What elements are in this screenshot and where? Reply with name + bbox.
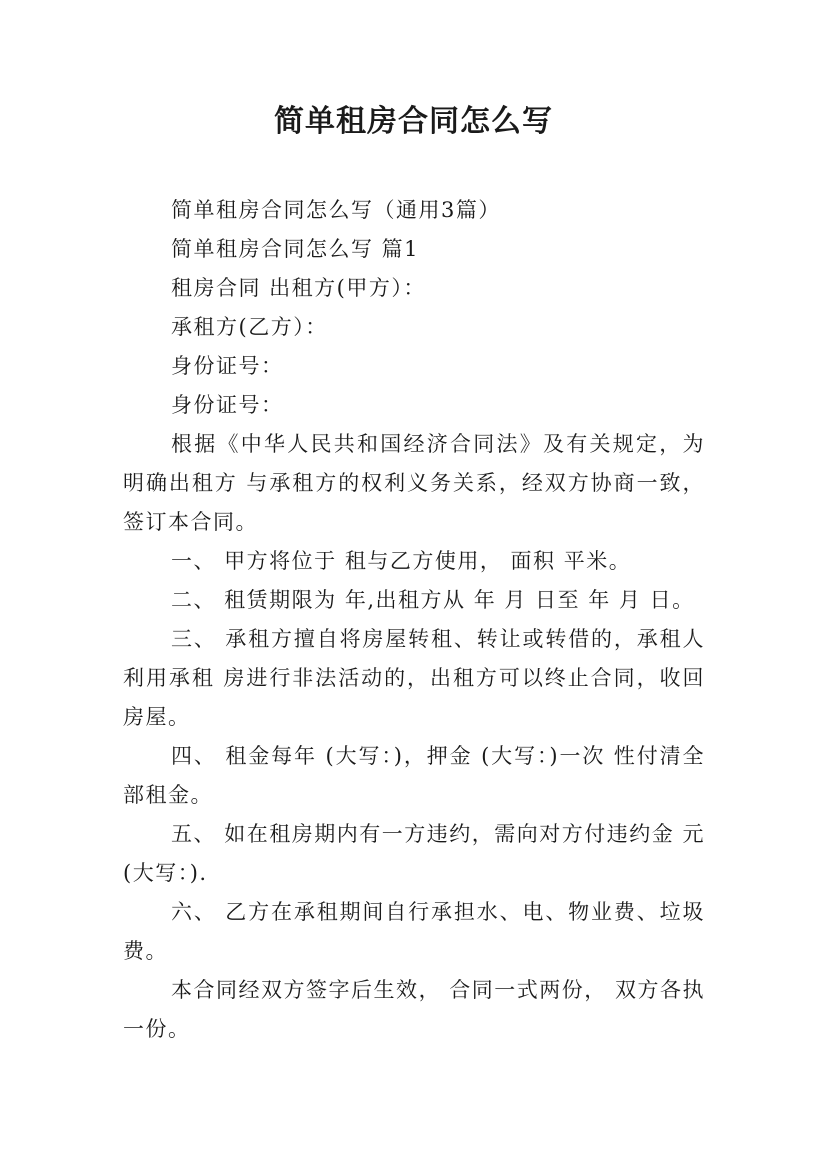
paragraph-clause-3: 三、 承租方擅自将房屋转租、转让或转借的，承租人利用承租 房进行非法活动的，出租方可以终止合同，收回房屋。 [123, 627, 705, 729]
document-body [123, 191, 705, 1049]
paragraph-lessee: 承租方(乙方）： [171, 315, 328, 339]
paragraph-clause-5: 五、 如在租房期内有一方违约，需向对方付违约金 元(大写：). [123, 822, 705, 885]
paragraph-clause-1: 一、 甲方将位于 租与乙方使用， 面积 平米。 [171, 549, 632, 573]
paragraph-lessor: 租房合同 出租方(甲方）： [171, 276, 426, 300]
paragraph-clause-2: 二、 租赁期限为 年,出租方从 年 月 日至 年 月 日。 [171, 588, 695, 612]
paragraph-clause-4: 四、 租金每年 (大写：)，押金 (大写：)一次 性付清全部租金。 [123, 744, 705, 807]
paragraph-preamble: 根据《中华人民共和国经济合同法》及有关规定，为明确出租方 与承租方的权利义务关系，经双方协商一致，签订本合同。 [123, 432, 705, 534]
paragraph-id-number-2: 身份证号： [171, 393, 284, 417]
document-title: 简单租房合同怎么写 [274, 104, 553, 139]
paragraph-subtitle: 简单租房合同怎么写（通用3篇） [171, 198, 501, 222]
paragraph-closing: 本合同经双方签字后生效， 合同一式两份， 双方各执一份。 [123, 978, 705, 1041]
paragraph-id-number-1: 身份证号： [171, 354, 284, 378]
paragraph-clause-6: 六、 乙方在承租期间自行承担水、电、物业费、垃圾费。 [123, 900, 705, 963]
paragraph-section-heading: 简单租房合同怎么写 篇1 [171, 237, 420, 261]
